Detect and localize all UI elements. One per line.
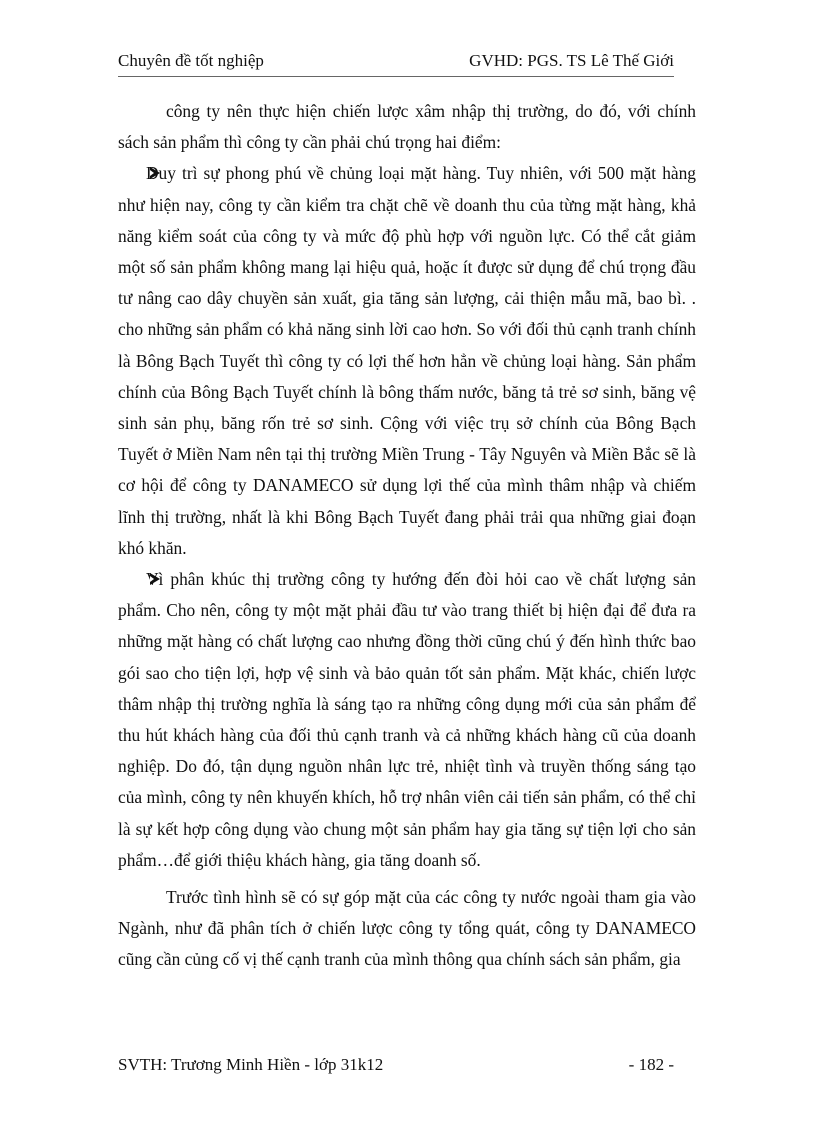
bullet-paragraph-1 bbox=[118, 158, 696, 564]
arrow-bullet-icon bbox=[150, 573, 160, 585]
page-number: - 182 - bbox=[628, 1055, 674, 1074]
paragraph-conclusion: Trước tình hình sẽ có sự góp mặt của các công ty nước ngoài tham gia vào Ngành, như đã phân tích ở chiến lược công ty tổng quát, công ty DANAMECO cũng cần củng cố vị thế cạnh tranh của mình thông qua chính sách sản phẩm, gia bbox=[118, 887, 696, 970]
page-footer bbox=[118, 1054, 674, 1078]
page-header bbox=[118, 50, 674, 74]
footer-student: SVTH: Trương Minh Hiền - lớp 31k12 bbox=[118, 1055, 384, 1074]
arrow-bullet-icon bbox=[150, 167, 160, 179]
header-divider bbox=[118, 76, 674, 77]
body-text bbox=[118, 96, 696, 976]
paragraph-intro: công ty nên thực hiện chiến lược xâm nhập thị trường, do đó, với chính sách sản phẩm thì công ty cần phải chú trọng hai điểm: bbox=[118, 101, 696, 153]
header-advisor: GVHD: PGS. TS Lê Thế Giới bbox=[469, 51, 674, 70]
bullet-paragraph-2 bbox=[118, 564, 696, 876]
bullet-paragraph-2-text: Vì phân khúc thị trường công ty hướng đến đòi hỏi cao về chất lượng sản phẩm. Cho nên, công ty một mặt phải đầu tư vào trang thiết bị hiện đại để đưa ra những mặt hàng có chất lượng cao nhưng đồng thời cũng chú ý đến hình thức bao gói sao cho tiện lợi, hợp vệ sinh và bảo quản tốt sản phẩm. Mặt khác, chiến lược thâm nhập thị trường nghĩa là sáng tạo ra những công dụng mới của sản phẩm để thu hút khách hàng của đối thủ cạnh tranh và cả những khách hàng cũ của doanh nghiệp. Do đó, tận dụng nguồn nhân lực trẻ, nhiệt tình và truyền thống sáng tạo của mình, công ty nên khuyến khích, hỗ trợ nhân viên cải tiến sản phẩm, có thể chỉ là sự kết hợp công dụng vào chung một sản phẩm hay gia tăng sự tiện lợi cho sản phẩm…để giới thiệu khách hàng, gia tăng doanh số. bbox=[118, 569, 696, 870]
bullet-paragraph-1-text: Duy trì sự phong phú về chủng loại mặt hàng. Tuy nhiên, với 500 mặt hàng như hiện nay, công ty cần kiểm tra chặt chẽ về doanh thu của từng mặt hàng, khả năng kiểm soát của công ty và mức độ phù hợp với nguồn lực. Có thể cắt giảm một số sản phẩm không mang lại hiệu quả, hoặc ít được sử dụng để chú trọng đầu tư nâng cao dây chuyền sản xuất, gia tăng sản lượng, cải thiện mẫu mã, bao bì. . cho những sản phẩm có khả năng sinh lời cao hơn. So với đối thủ cạnh tranh chính là Bông Bạch Tuyết thì công ty có lợi thế hơn hẳn về chủng loại hàng. Sản phẩm chính của Bông Bạch Tuyết chính là bông thấm nước, băng tả trẻ sơ sinh, băng vệ sinh sản phụ, băng rốn trẻ sơ sinh. Cộng với việc trụ sở chính của Bông Bạch Tuyết ở Miền Nam nên tại thị trường Miền Trung - Tây Nguyên và Miền Bắc sẽ là cơ hội để công ty DANAMECO sử dụng lợi thế của mình thâm nhập và chiếm lĩnh thị trường, nhất là khi Bông Bạch Tuyết đang phải trải qua những giai đoạn khó khăn. bbox=[118, 163, 696, 558]
header-document-title: Chuyên đề tốt nghiệp bbox=[118, 51, 264, 70]
